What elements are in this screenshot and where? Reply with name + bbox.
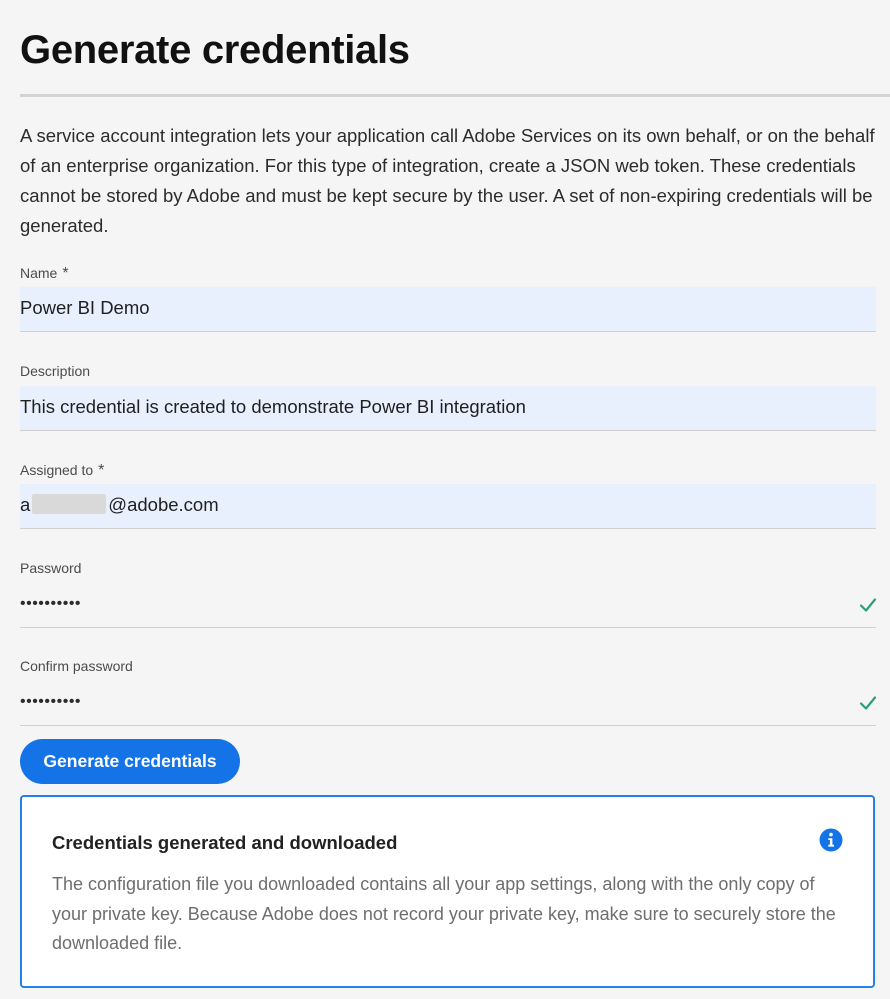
credentials-notice — [20, 795, 875, 988]
password-field[interactable] — [20, 583, 876, 628]
password-label: Password — [20, 560, 82, 576]
confirm-password-field[interactable] — [20, 681, 876, 726]
title-divider — [20, 94, 890, 97]
email-prefix: a — [20, 494, 31, 515]
description-field[interactable] — [20, 386, 876, 431]
assigned-to-value — [20, 494, 219, 516]
assigned-to-field[interactable] — [20, 484, 876, 529]
confirm-password-label: Confirm password — [20, 658, 133, 674]
name-required-mark: * — [62, 265, 69, 282]
email-suffix: @adobe.com — [108, 494, 219, 515]
password-value: •••••••••• — [20, 595, 82, 612]
notice-body: The configuration file you downloaded contains all your app settings, along with the only copy of your private key. Because Adobe does not record your private key, make sure to securely store the downloaded file. — [52, 874, 836, 953]
generate-credentials-button[interactable]: Generate credentials — [20, 739, 240, 784]
assigned-to-required-mark: * — [98, 462, 105, 479]
checkmark-icon — [859, 596, 877, 614]
email-redaction-mask — [32, 494, 106, 514]
name-value: Power BI Demo — [20, 297, 150, 318]
name-label-text: Name — [20, 265, 58, 281]
assigned-to-label — [20, 462, 104, 480]
info-icon[interactable] — [819, 828, 843, 852]
description-label: Description — [20, 363, 91, 379]
intro-text: A service account integration lets your application call Adobe Services on its own behalf, or on the behalf of an enterprise organization. For this type of integration, create a JSON web token. These credentials cannot be stored by Adobe and must be kept secure by the user. A set of non-expiring credentials will be generated. — [20, 125, 875, 236]
page-title: Generate credentials — [20, 28, 410, 72]
checkmark-icon — [859, 694, 877, 712]
confirm-password-value: •••••••••• — [20, 693, 82, 710]
name-field[interactable] — [20, 287, 876, 332]
description-value: This credential is created to demonstrate Power BI integration — [20, 396, 526, 417]
name-label — [20, 265, 69, 283]
assigned-to-label-text: Assigned to — [20, 462, 94, 478]
notice-title: Credentials generated and downloaded — [52, 832, 398, 853]
